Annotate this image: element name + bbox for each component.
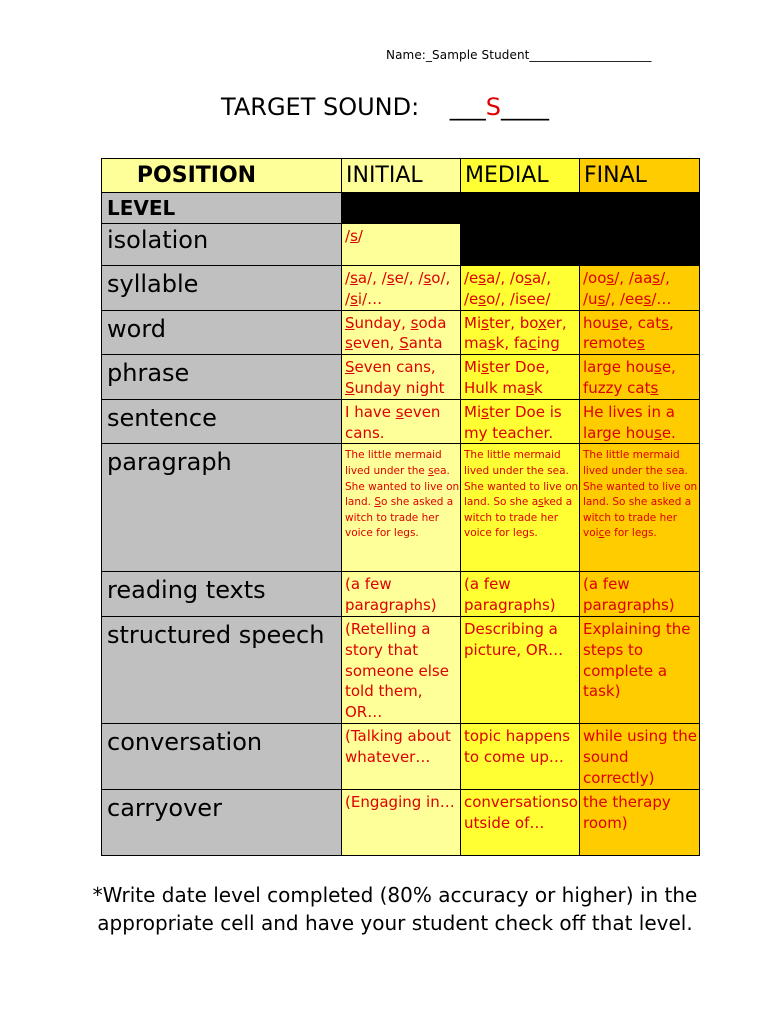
cell-initial[interactable]: Sunday, soda seven, Santa <box>342 310 461 355</box>
title-blank-before: ___ <box>449 93 486 121</box>
target-sound-underline: s <box>350 269 358 287</box>
target-sound-underline: s <box>524 269 532 287</box>
student-name-line: Name:_Sample Student____________________ <box>386 48 652 62</box>
target-sound-underline: s <box>478 269 487 287</box>
cell-medial[interactable]: topic happens to come up… <box>461 723 580 789</box>
cell-medial[interactable]: The little mermaid lived under the sea. She wanted to live on land. So she asked a witch to trade her voice for legs. <box>461 444 580 572</box>
level-label: word <box>102 310 342 355</box>
target-sound-underline: s <box>653 423 662 442</box>
cell-initial[interactable]: The little mermaid lived under the sea. She wanted to live on land. So she asked a witch to trade her voice for legs. <box>342 444 461 572</box>
level-label: isolation <box>102 224 342 266</box>
cell-final[interactable]: (a few paragraphs) <box>580 572 700 617</box>
cell-final[interactable]: Explaining the steps to complete a task) <box>580 616 700 723</box>
target-sound-underline: s <box>611 313 620 332</box>
cell-final[interactable]: /oos/, /aas/, /us/, /ees/… <box>580 266 700 311</box>
position-header: POSITION <box>102 159 342 193</box>
cell-initial[interactable]: Seven cans, Sunday night <box>342 355 461 400</box>
cell-final[interactable]: The little mermaid lived under the sea. She wanted to live on land. So she asked a witch to trade her voice for legs. <box>580 444 700 572</box>
target-sound-underline: s <box>606 269 615 287</box>
column-header-final: FINAL <box>580 159 700 193</box>
target-sound-underline: s <box>636 334 645 353</box>
target-sound-underline: s <box>395 402 404 421</box>
target-sound-underline: s <box>526 378 535 397</box>
target-sound-underline: s <box>423 269 432 287</box>
title-blank-after: ____ <box>500 93 549 121</box>
cell-initial[interactable]: (a few paragraphs) <box>342 572 461 617</box>
instructions-footer: *Write date level completed (80% accuracy or higher) in the appropriate cell and have your student check off that level. <box>92 883 698 935</box>
blacked-out-cell <box>461 193 700 266</box>
level-label: paragraph <box>102 444 342 572</box>
target-sound-underline: s <box>538 496 544 509</box>
target-sound-title <box>0 93 770 121</box>
target-sound-underline: s <box>643 289 652 308</box>
level-header: LEVEL <box>102 193 342 224</box>
cell-initial[interactable]: /sa/, /se/, /so/, /si/… <box>342 266 461 311</box>
title-label: TARGET SOUND: <box>221 93 420 121</box>
target-sound-underline: s <box>661 313 669 332</box>
sound-level-table <box>101 158 700 856</box>
target-sound-underline: s <box>386 269 395 287</box>
level-label: sentence <box>102 399 342 444</box>
target-sound-underline: s <box>478 289 487 308</box>
target-sound-underline: s <box>481 402 489 421</box>
target-sound-underline: c <box>528 334 537 353</box>
level-label: phrase <box>102 355 342 400</box>
cell-initial[interactable]: (Talking about whatever… <box>342 723 461 789</box>
level-label: syllable <box>102 266 342 311</box>
target-sound-underline: s <box>652 269 661 287</box>
cell-final[interactable]: He lives in a large house. <box>580 399 700 444</box>
target-sound-underline: s <box>653 358 662 377</box>
level-label: structured speech <box>102 616 342 723</box>
target-sound-underline: s <box>487 334 496 353</box>
target-sound-underline: S <box>399 334 409 353</box>
target-sound-underline: s <box>597 289 606 308</box>
cell-final[interactable]: house, cats, remotes <box>580 310 700 355</box>
cell-initial[interactable]: /s/ <box>342 224 461 266</box>
target-sound-underline: s <box>481 358 489 377</box>
target-sound-underline: s <box>350 289 358 308</box>
target-sound-underline: S <box>345 358 355 377</box>
cell-initial[interactable]: (Engaging in… <box>342 789 461 855</box>
blacked-out-cell <box>342 193 461 224</box>
target-sound-underline: S <box>345 378 355 397</box>
level-label: carryover <box>102 789 342 855</box>
cell-final[interactable]: the therapy room) <box>580 789 700 855</box>
cell-medial[interactable]: Describing a picture, OR… <box>461 616 580 723</box>
cell-final[interactable]: large house, fuzzy cats <box>580 355 700 400</box>
target-sound-letter: S <box>485 93 501 121</box>
cell-medial[interactable]: /esa/, /osa/, /eso/, /isee/ <box>461 266 580 311</box>
column-header-initial: INITIAL <box>342 159 461 193</box>
target-sound-underline: S <box>374 496 382 509</box>
cell-initial[interactable]: (Retelling a story that someone else told them, OR… <box>342 616 461 723</box>
target-sound-underline: s <box>650 378 659 397</box>
cell-medial[interactable]: Mister, boxer, mask, facing <box>461 310 580 355</box>
cell-medial[interactable]: conversationso utside of… <box>461 789 580 855</box>
target-sound-underline: S <box>345 313 355 332</box>
target-sound-underline: s <box>428 464 434 477</box>
target-sound-underline: x <box>538 313 547 332</box>
target-sound-underline: s <box>345 334 353 353</box>
target-sound-underline: c <box>598 527 605 540</box>
cell-medial[interactable]: Mister Doe, Hulk mask <box>461 355 580 400</box>
cell-medial[interactable]: (a few paragraphs) <box>461 572 580 617</box>
cell-initial[interactable]: I have seven cans. <box>342 399 461 444</box>
column-header-medial: MEDIAL <box>461 159 580 193</box>
target-sound-underline: s <box>350 227 358 245</box>
target-sound-underline: s <box>410 313 419 332</box>
level-label: conversation <box>102 723 342 789</box>
cell-final[interactable]: while using the sound correctly) <box>580 723 700 789</box>
level-label: reading texts <box>102 572 342 617</box>
target-sound-underline: s <box>481 313 489 332</box>
cell-medial[interactable]: Mister Doe is my teacher. <box>461 399 580 444</box>
